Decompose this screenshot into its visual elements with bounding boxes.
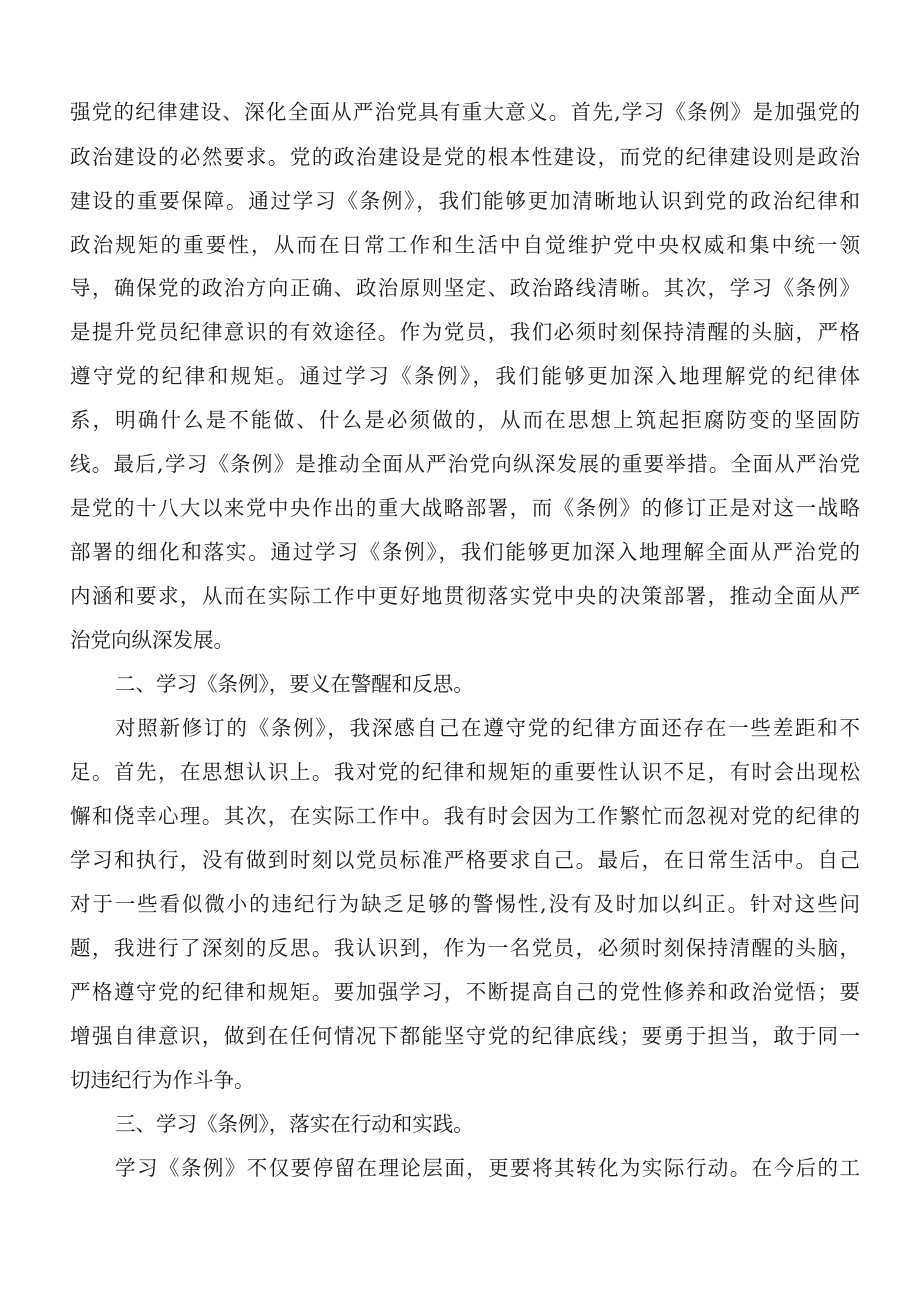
- paragraph-1-line-8: 系，明确什么是不能做、什么是必须做的，从而在思想上筑起拒腐防变的坚固防: [70, 408, 860, 432]
- paragraph-3-line-1: 学习《条例》不仅要停留在理论层面，更要将其转化为实际行动。在今后的工: [115, 1156, 860, 1180]
- paragraph-1-line-4: 政治规矩的重要性，从而在日常工作和生活中自觉维护党中央权威和集中统一领: [70, 233, 860, 257]
- paragraph-1-line-2: 政治建设的必然要求。党的政治建设是党的根本性建设，而党的纪律建设则是政治: [70, 145, 860, 169]
- section-heading-2: 二、学习《条例》，要义在警醒和反思。: [115, 672, 474, 696]
- paragraph-2-line-9: 切违纪行为作斗争。: [70, 1068, 255, 1092]
- paragraph-2-line-2: 足。首先，在思想认识上。我对党的纪律和规矩的重要性认识不足，有时会出现松: [70, 760, 860, 784]
- paragraph-1-line-6: 是提升党员纪律意识的有效途径。作为党员，我们必须时刻保持清醒的头脑，严格: [70, 320, 860, 344]
- paragraph-1-line-5: 导，确保党的政治方向正确、政治原则坚定、政治路线清晰。其次，学习《条例》: [70, 276, 860, 300]
- paragraph-2-line-1: 对照新修订的《条例》，我深感自己在遵守党的纪律方面还存在一些差距和不: [115, 716, 860, 740]
- paragraph-2-line-7: 严格遵守党的纪律和规矩。要加强学习，不断提高自己的党性修养和政治觉悟；要: [70, 980, 860, 1004]
- paragraph-2-line-4: 学习和执行，没有做到时刻以党员标准严格要求自己。最后，在日常生活中。自己: [70, 848, 860, 872]
- paragraph-1-line-7: 遵守党的纪律和规矩。通过学习《条例》，我们能够更加深入地理解党的纪律体: [70, 364, 860, 388]
- paragraph-1-line-9: 线。最后,学习《条例》是推动全面从严治党向纵深发展的重要举措。全面从严治党: [70, 452, 860, 476]
- section-heading-3: 三、学习《条例》，落实在行动和实践。: [115, 1112, 474, 1136]
- paragraph-1-line-13: 治党向纵深发展。: [70, 628, 234, 652]
- paragraph-2-line-3: 懈和侥幸心理。其次，在实际工作中。我有时会因为工作繁忙而忽视对党的纪律的: [70, 804, 860, 828]
- paragraph-2-line-8: 增强自律意识，做到在任何情况下都能坚守党的纪律底线；要勇于担当，敢于同一: [70, 1024, 860, 1048]
- paragraph-2-line-6: 题，我进行了深刻的反思。我认识到，作为一名党员，必须时刻保持清醒的头脑，: [70, 936, 860, 960]
- paragraph-1-line-11: 部署的细化和落实。通过学习《条例》，我们能够更加深入地理解全面从严治党的: [70, 540, 860, 564]
- paragraph-1-line-10: 是党的十八大以来党中央作出的重大战略部署，而《条例》的修订正是对这一战略: [70, 496, 860, 520]
- paragraph-1-line-3: 建设的重要保障。通过学习《条例》，我们能够更加清晰地认识到党的政治纪律和: [70, 189, 860, 213]
- paragraph-1-line-12: 内涵和要求，从而在实际工作中更好地贯彻落实党中央的决策部署，推动全面从严: [70, 584, 860, 608]
- paragraph-2-line-5: 对于一些看似微小的违纪行为缺乏足够的警惕性,没有及时加以纠正。针对这些问: [70, 892, 860, 916]
- paragraph-1-line-1: 强党的纪律建设、深化全面从严治党具有重大意义。首先,学习《条例》是加强党的: [70, 100, 860, 124]
